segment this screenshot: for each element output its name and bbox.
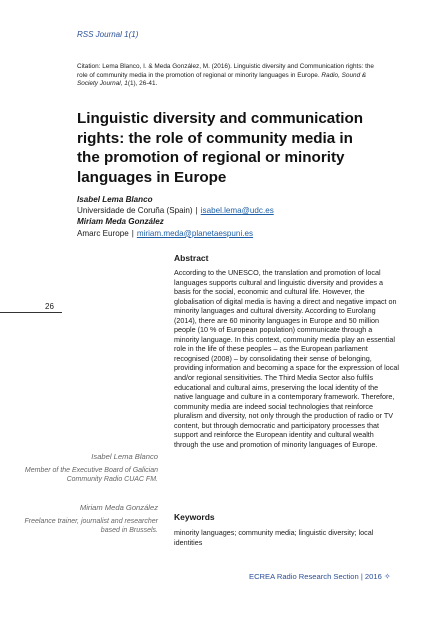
author-email-link[interactable]: isabel.lema@udc.es — [200, 206, 274, 216]
author-name: Miriam Meda González — [77, 217, 164, 227]
author-affiliation-line — [77, 205, 397, 216]
star-icon: ✧ — [383, 572, 391, 581]
page-number: 26 — [45, 302, 54, 311]
footer-text: ECREA Radio Research Section | 2016 — [249, 572, 382, 581]
journal-header: RSS Journal 1(1) — [77, 30, 139, 39]
citation — [77, 63, 377, 89]
sidebar-author-bio — [20, 452, 158, 484]
sidebar-author-bio-text: Freelance trainer, journalist and researcher based in Brussels. — [24, 518, 158, 534]
citation-text: Citation: Lema Blanco, I. & Meda González, M. (2016). Linguistic diversity and Communication rights: the role of community media in the promotion of regional or minority languages in Europe. — [77, 63, 374, 79]
citation-tail: (1), 26-41. — [127, 80, 158, 88]
author-email-link[interactable]: miriam.meda@planetaespuni.es — [136, 228, 254, 238]
sidebar-author-name: Miriam Meda González — [79, 503, 158, 512]
sidebar-author-bio — [20, 503, 158, 535]
sidebar-author-bio-text: Member of the Executive Board of Galician Community Radio CUAC FM. — [24, 467, 158, 483]
separator: | — [131, 228, 134, 238]
sidebar-author-name: Isabel Lema Blanco — [91, 452, 158, 461]
keywords-heading: Keywords — [174, 512, 215, 522]
author-affiliation: Universidade de Coruña (Spain) — [77, 206, 193, 216]
keywords-text: minority languages; community media; linguistic diversity; local identities — [174, 528, 374, 547]
author-block — [77, 194, 397, 239]
footer — [249, 572, 391, 581]
abstract-text: According to the UNESCO, the translation and promotion of local languages supports cultural and linguistic diversity and provides a basis for the social, economic and cultural life. However, the globalisation of digital media is having a direct and negative impact on minority languages and cultural diversity. According to Eurolang (2014), there are 60 minority languages in Europe and 50 million people (10 % of European population) communicate through a minority language. In this context, community media play an essential role in the life of these peoples – as the European parliament recognised (2008) – by consolidating their sense of belonging, providing information and becoming a space for the expression of local and/or regional sensitivities. The Third Media Sector also fulfils educational and cultural aims, preserving the local identity of the native language and culture in a contemporary framework. Therefore, community media are indeed social technologies that reinforce pluralism and diversity, not only through the production of radio or TV content, but through democratic and participatory processes that support and reinforce the European identity and cultural wealth through the use and promotion of minority languages of Europe. — [174, 268, 399, 449]
separator: | — [195, 206, 198, 216]
article-title: Linguistic diversity and communication rights: the role of community media in the promotion of regional or minority languages in Europe — [77, 110, 364, 186]
abstract-heading: Abstract — [174, 253, 209, 263]
citation-journal: Radio, Sound & Society Journal, 1 — [77, 71, 367, 88]
page-number-rule — [0, 312, 62, 313]
author-name: Isabel Lema Blanco — [77, 195, 153, 204]
author-affiliation: Amarc Europe — [77, 228, 129, 238]
author-affiliation-line — [77, 228, 397, 239]
